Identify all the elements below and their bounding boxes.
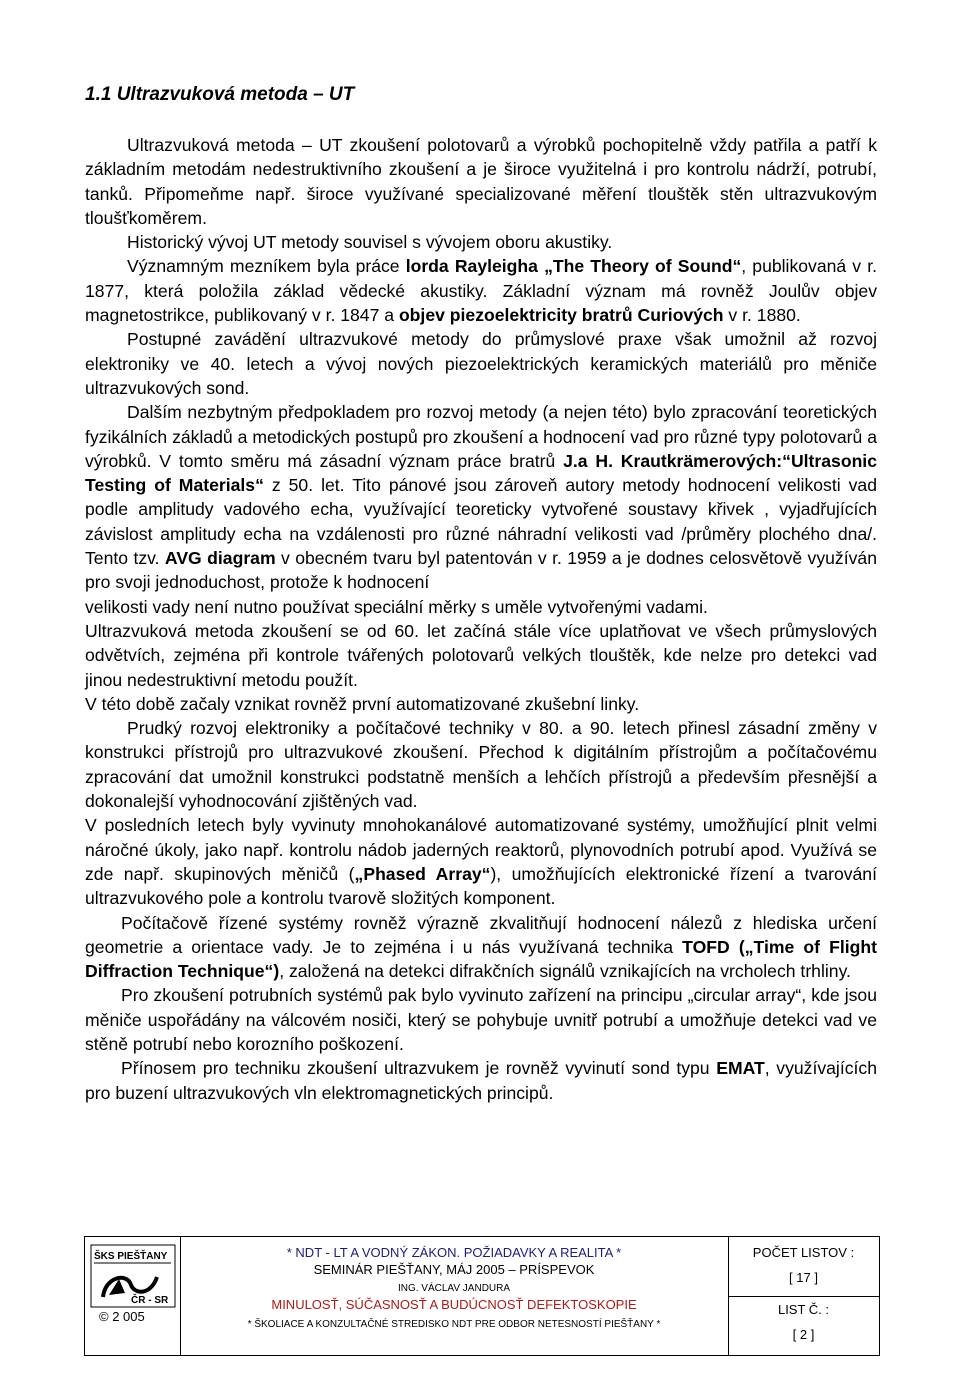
page-footer <box>84 1236 880 1356</box>
paragraph: Historický vývoj UT metody souvisel s vývojem oboru akustiky. <box>127 232 613 253</box>
paragraph: Dalším nezbytným předpokladem pro rozvoj metody (a nejen této) bylo zpracování teoretických fyzikálních základů a metodických postupů pro zkoušení a hodnocení vad pro různé typy polotovarů a výrobků. V tomto směru má zásadní význam práce bratrů J.a H. Krautkrämerových:“Ultrasonic Testing of Materials“ z 50. let. Tito pánové jsou zároveň autory metody hodnocení velikosti vad podle amplitudy vadového echa, využívající teoreticky vytvořené soustavy křivek , vyjadřujících závislost amplitudy echa na vzdálenosti pro různé náhradní velikosti vad /průměry plochého dna/. Tento tzv. AVG diagram v obecném tvaru byl patentován v r. 1959 a je dodnes celosvětově využíván pro svoji jednoduchost, protože k hodnocení <box>85 402 877 593</box>
paragraph: Přínosem pro techniku zkoušení ultrazvukem je rovněž vyvinutí sond typu EMAT, využívajících pro buzení ultrazvukových vln elektromagnetických principů. <box>85 1058 877 1103</box>
page-count-box <box>728 1237 879 1297</box>
sheet-number-label: LIST Č. : <box>777 1302 830 1317</box>
paragraph: Počítačově řízené systémy rovněž výrazně zkvalitňují hodnocení nálezů z hlediska určení geometrie a orientace vady. Je to zejména i u nás využívaná technika TOFD („Time of Flight Diffraction Technique“), založená na detekci difrakčních signálů vznikajících na vrcholech trhliny. <box>85 912 877 982</box>
sheet-number-value: [ 2 ] <box>792 1327 815 1342</box>
footer-seminar-place: SEMINÁR PIEŠŤANY, MÁJ 2005 – PRÍSPEVOK <box>313 1262 595 1277</box>
paragraph: Postupné zavádění ultrazvukové metody do průmyslové praxe však umožnil až rozvoj elektroniky ve 40. letech a vývoj nových piezoelektrických keramických materiálů pro měniče ultrazvukových sond. <box>85 329 877 398</box>
footer-pages-cell <box>728 1237 879 1355</box>
page-count-value: [ 17 ] <box>789 1270 818 1285</box>
body-text <box>85 133 877 1105</box>
footer-paper-title: MINULOSŤ, SÚČASNOSŤ A BUDÚCNOSŤ DEFEKTOSKOPIE <box>271 1297 637 1312</box>
paragraph: velikosti vady není nutno používat speciální měrky s uměle vytvořenými vadami. <box>85 596 708 617</box>
section-heading: 1.1 Ultrazvuková metoda – UT <box>85 84 355 105</box>
footer-seminar-title: * NDT - LT A VODNÝ ZÁKON. POŽIADAVKY A REALITA * <box>286 1245 622 1260</box>
copyright-text: © 2 005 <box>99 1309 145 1324</box>
footer-info-cell <box>180 1237 729 1355</box>
page-count-label: POČET LISTOV : <box>752 1245 855 1260</box>
paragraph: Ultrazvuková metoda zkoušení se od 60. let začíná stále více uplatňovat ve všech průmyslových odvětvích, zejména při kontrole tvářených polotovarů velkých tlouštěk, kde nelze pro detekci vad jinou nedestruktivní metodu použít. <box>85 620 877 690</box>
footer-organization: * ŠKOLIACE A KONZULTAČNÉ STREDISKO NDT PRE ODBOR NETESNOSTÍ PIEŠŤANY * <box>247 1319 661 1330</box>
paragraph: Ultrazvuková metoda – UT zkoušení polotovarů a výrobků pochopitelně vždy patřila a patří k základním metodám nedestruktivního zkoušení a je široce využitelná i pro kontrolu nádrží, potrubí, tanků. Připomeňme např. široce využívané specializované měření tlouštěk stěn ultrazvukovým tloušťkoměrem. <box>85 135 877 228</box>
paragraph: Pro zkoušení potrubních systémů pak bylo vyvinuto zařízení na principu „circular array“, kde jsou měniče uspořádány na válcovém nosiči, který se pohybuje uvnitř potrubí a umožňuje detekci vad ve stěně potrubí nebo korozního poškození. <box>85 985 877 1054</box>
logo-bottom-text: ČR - SR <box>131 1295 169 1306</box>
sheet-number-box <box>728 1296 879 1355</box>
paragraph: Prudký rozvoj elektroniky a počítačové techniky v 80. a 90. letech přinesl zásadní změny v konstrukci přístrojů pro ultrazvukové zkoušení. Přechod k digitálním přístrojům a počítačovému zpracování dat umožnil konstrukci podstatně menších a lehčích přístrojů a především přesnější a dokonalejší vyhodnocování zjištěných vad. <box>85 718 877 812</box>
sks-logo-icon <box>85 1237 180 1355</box>
footer-author: ING. VÁCLAV JANDURA <box>397 1283 511 1294</box>
paragraph: V této době začaly vznikat rovněž první automatizované zkušební linky. <box>85 693 640 714</box>
paragraph: Významným mezníkem byla práce lorda Rayleigha „The Theory of Sound“, publikovaná v r. 1877, která položila základ vědecké akustiky. Základní význam má rovněž Joulův objev magnetostrikce, publikovaný v r. 1847 a objev piezoelektricity bratrů Curiových v r. 1880. <box>85 256 877 326</box>
paragraph: V posledních letech byly vyvinuty mnohokanálové automatizované systémy, umožňující plnit velmi náročné úkoly, jako např. kontrolu nádob jaderných reaktorů, plynovodních potrubí apod. Využívá se zde např. skupinových měničů („Phased Array“), umožňujících elektronické řízení a tvarování ultrazvukového pole a kontrolu tvarově složitých komponent. <box>85 815 877 909</box>
footer-logo-cell <box>85 1237 181 1355</box>
logo-top-text: ŠKS PIEŠŤANY <box>94 1251 168 1262</box>
